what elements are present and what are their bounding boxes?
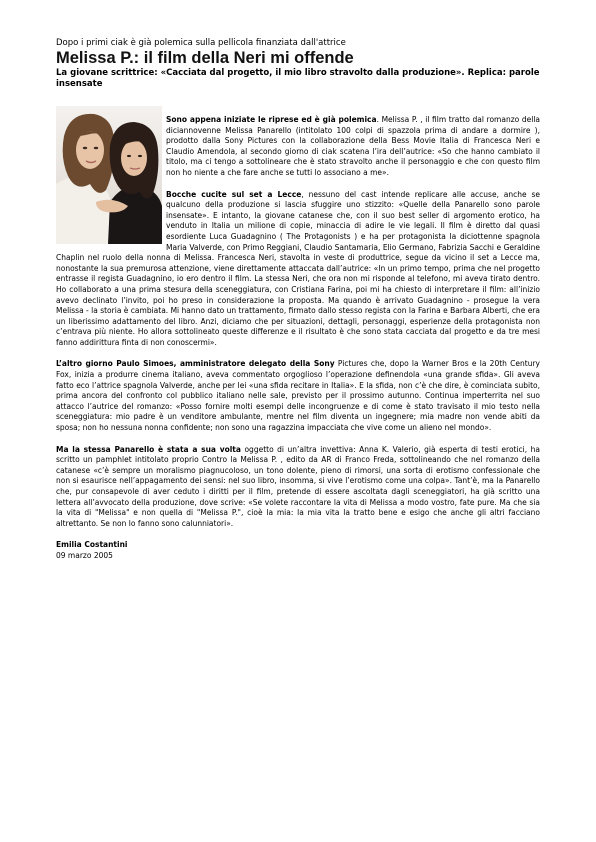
paragraph-lead: Bocche cucite sul set a Lecce	[166, 189, 302, 199]
publish-date: 09 marzo 2005	[56, 550, 113, 560]
paragraph-lead: L’altro giorno Paulo Simoes, amministratore delegato della Sony	[56, 359, 335, 369]
paragraph-3	[56, 359, 540, 433]
headline: Melissa P.: il film della Neri mi offende	[56, 49, 354, 67]
paragraph-lead: Sono appena iniziate le riprese ed è già polemica	[166, 115, 377, 124]
author-name: Emilia Costantini	[56, 540, 128, 550]
photo-wrap-spacer	[56, 115, 166, 244]
subhead: La giovane scrittrice: «Cacciata dal progetto, il mio libro stravolto dalla produzione». Replica: parole insensate	[56, 68, 540, 89]
byline	[56, 540, 540, 561]
paragraph-4	[56, 445, 540, 530]
paragraph-text: , nessuno del cast intende replicare alle accuse, anche se qualcuno della produzione si lascia sfuggire uno stizzito: «Quelle della Panarello sono parole insensate». E intanto, la giovane catanese che, con il suo best seller di argomento erotico, ha venduto in Italia un milione di copie, minaccia di adire le vie legali. Il film è diretto dal quasi esordiente Luca Guadagnino ( The Protagonists ) e ha per protagonista la diciottenne spagnola Maria Valverde, con Primo Reggiani, Claudio Santamaria, Elio Germano, Fabrizia Sacchi e Geraldine Chaplin nel ruolo della nonna di Melissa. Francesca Neri, stavolta in veste di produttrice, segue da vicino il set a Lecce ma, nonostante la sua premurosa attenzione, viene direttamente attaccata dall’autrice: «In un primo tempo, prima che nel progetto entrasse il regista Guadagnino, io ero dentro il film. La stessa Neri, che ora non mi risponde al telefono, mi aveva tirato dentro. Ho collaborato a una prima stesura della sceneggiatura, con Cristiana Farina, poi mi ha chiesto di interpretare il film: all’inizio avevo declinato l’invito, poi ho preso in considerazione la proposta. Ma quando è arrivato Guadagnino - prosegue la vera Melissa - la storia è cambiata. Mi hanno dato un trattamento, firmato dallo stesso regista con la Farina e Barbara Alberti, che era un liberissimo adattamento del libro. Anzi, diciamo che per situazioni, dettagli, personaggi, esperienze della protagonista non c’entrava più niente. Ho allora sottolineato queste differenze e il risultato è che sono stata cacciata dal progetto e da tre mesi fanno addirittura finta di non conoscermi».	[56, 189, 540, 347]
article-body	[56, 115, 540, 562]
paragraph-lead: Ma la stessa Panarello è stata a sua volta	[56, 444, 241, 454]
paragraph-text: Pictures che, dopo la Warner Bros e la 20th Century Fox, inizia a produrre cinema italiano, aveva commentato orgoglioso l’operazione definendola «una grande sfida». Gli aveva fatto eco l’attrice spagnola Valverde, anche per lei «una sfida recitare in Italia». E la sfida, non c’è che dire, è cominciata subito, prima ancora del confronto col pubblico italiano nelle sale, previsto per il prossimo autunno. Continua imperterrita nel suo attacco l’autrice del romanzo: «Posso fornire molti esempi delle incongruenze e di come è stato travisato il mio testo nella sceneggiatura: mio padre è un venditore ambulante, mentre nel film diventa un ingegnere; mia madre non vende abiti da sposa; non ho nessuna nonna confidente; non sono una ragazzina impacciata che vive come un alieno nel mondo».	[56, 359, 540, 433]
paragraph-text: oggetto di un’altra invettiva: Anna K. Valerio, già esperta di testi erotici, ha scritto un pamphlet intitolato proprio Contro la Melissa P. , edito da AR di Franco Freda, sottolineando che nel romanzo della catanese «c’è sempre un moralismo piagnucoloso, un tono dolente, pieno di rimorsi, una sorta di erotismo confessionale che non si esaurisce nell’appagamento dei sensi: nel suo libro, insomma, si vive l’erotismo come una colpa». Tant’è, ma la Panarello che, pur consapevole di aver ceduto i diritti per il film, pretende di essere ascoltata dagli sceneggiatori, ha già scritto una lettera all’avvocato della produzione, dove scrive: «Se volete raccontare la vita di Melissa a modo vostro, fate pure. Ma che sia la vita di "Melissa" e non quella di "Melissa P.", cioè la mia: la mia vita la tratto bene e esigo che anche gli altri facciano altrettanto. Se non lo fanno sono calunniatori».	[56, 444, 540, 528]
kicker: Dopo i primi ciak è già polemica sulla pellicola finanziata dall'attrice	[56, 38, 346, 48]
paragraph-text: . Melissa P. , il film tratto dal romanzo della diciannovenne Melissa Panarello (intitolato 100 colpi di spazzola prima di andare a dormire ), prodotto dalla Sony Pictures con la collaborazione della Bess Movie Italia di Francesca Neri e Claudio Amendola, al secondo giorno di ciak scatena l’ira dell’autrice: «So che hanno cambiato il titolo, ma ci tengo a sottolineare che è stato stravolto anche il personaggio e che con questo film non ho niente a che fare anche se tutti lo associano a me».	[166, 115, 541, 177]
